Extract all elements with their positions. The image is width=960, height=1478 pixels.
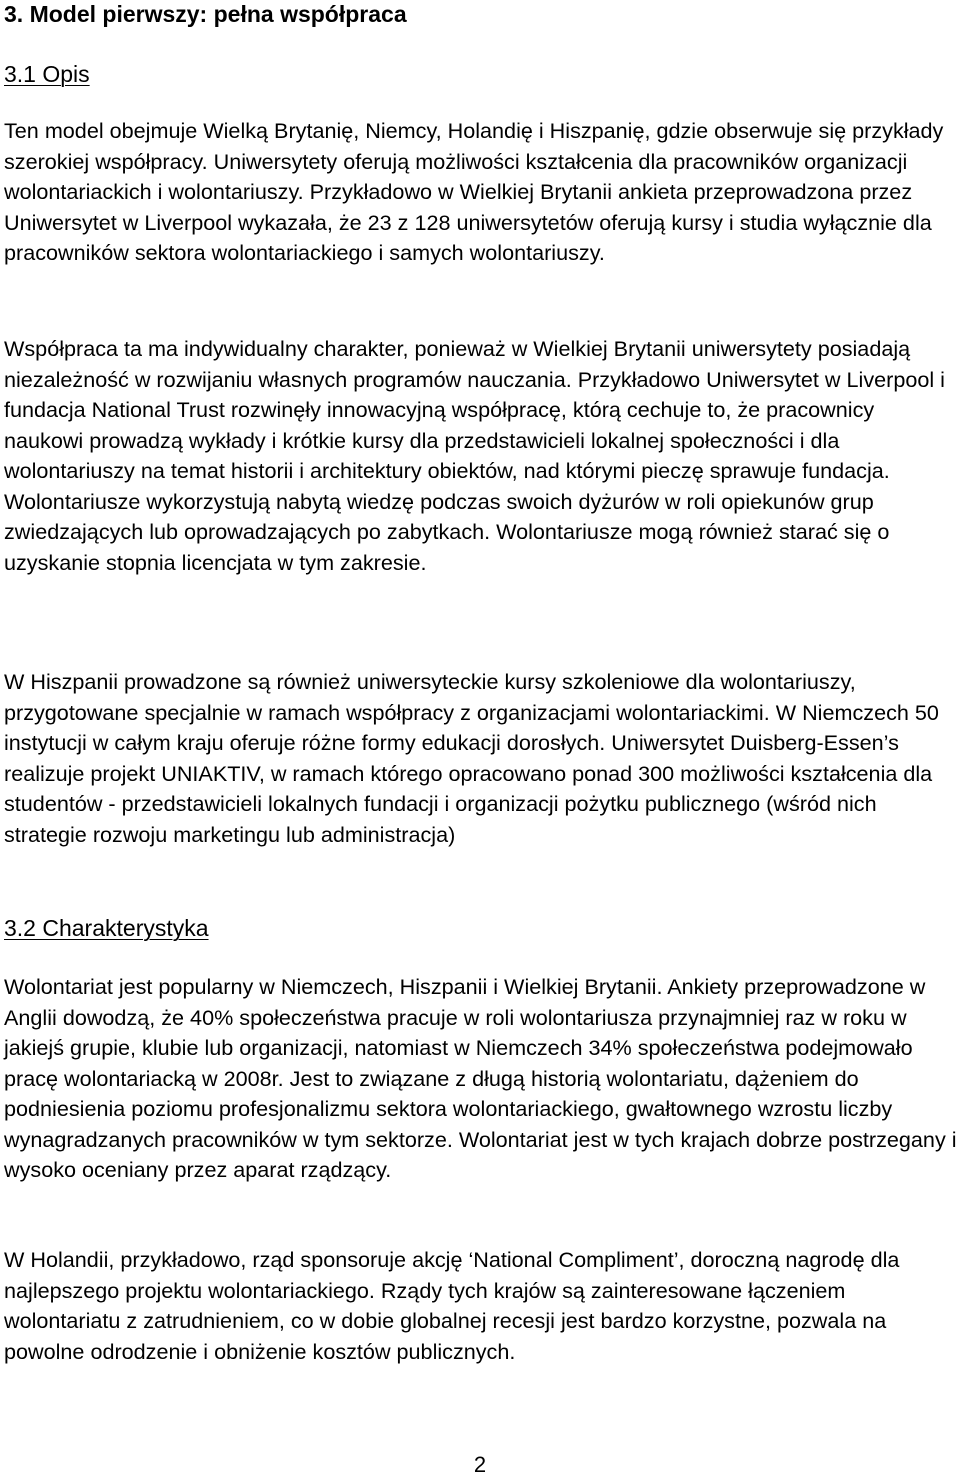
section-heading: 3. Model pierwszy: pełna współpraca bbox=[4, 1, 407, 27]
page-number: 2 bbox=[473, 1452, 487, 1477]
subsection-heading-charakterystyka bbox=[4, 914, 209, 942]
subsection-heading-charakterystyka-text: 3.2 Charakterystyka bbox=[4, 915, 209, 941]
subsection-heading-opis-text: 3.1 Opis bbox=[4, 61, 90, 87]
subsection-heading-opis bbox=[4, 60, 90, 88]
paragraph: Wolontariat jest popularny w Niemczech, Hiszpanii i Wielkiej Brytanii. Ankiety przeprowadzone w Anglii dowodzą, że 40% społeczeństwa pracuje w roli wolontariusza przynajmniej raz w roku w jakiejś grupie, klubie lub organizacji, natomiast w Niemczech 34% społeczeństwa podejmowało pracę wolontariacką w 2008r. Jest to związane z długą historią wolontariatu, dążeniem do podniesienia poziomu profesjonalizmu sektora wolontariackiego, gwałtownego wzrostu liczby wynagradzanych pracowników w tym sektorze. Wolontariat jest w tych krajach dobrze postrzegany i wysoko oceniany przez aparat rządzący. bbox=[4, 974, 957, 1182]
paragraph: W Hiszpanii prowadzone są również uniwersyteckie kursy szkoleniowe dla wolontariuszy, przygotowane specjalnie w ramach współpracy z organizacjami wolontariackimi. W Niemczech 50 instytucji w całym kraju oferuje różne formy edukacji dorosłych. Uniwersytet Duisberg-Essen’s realizuje projekt UNIAKTIV, w ramach którego opracowano ponad 300 możliwości kształcenia dla studentów - przedstawicieli lokalnych fundacji i organizacji pożytku publicznego (wśród nich strategie rozwoju marketingu lub administracja) bbox=[4, 669, 939, 847]
paragraph: Współpraca ta ma indywidualny charakter, ponieważ w Wielkiej Brytanii uniwersytety posiadają niezależność w rozwijaniu własnych programów nauczania. Przykładowo Uniwersytet w Liverpool i fundacja National Trust rozwinęły innowacyjną współpracę, którą cechuje to, że pracownicy naukowi prowadzą wykłady i krótkie kursy dla przedstawicieli lokalnej społeczności i dla wolontariuszy na temat historii i architektury obiektów, nad którymi pieczę sprawuje fundacja. Wolontariusze wykorzystują nabytą wiedzę podczas swoich dyżurów w roli opiekunów grup zwiedzających lub oprowadzających po zabytkach. Wolontariusze mogą również starać się o uzyskanie stopnia licencjata w tym zakresie. bbox=[4, 336, 945, 575]
paragraph: W Holandii, przykładowo, rząd sponsoruje akcję ‘National Compliment’, doroczną nagrodę dla najlepszego projektu wolontariackiego. Rządy tych krajów są zainteresowane łączeniem wolontariatu z zatrudnieniem, co w dobie globalnej recesji jest bardzo korzystne, pozwala na powolne odrodzenie i obniżenie kosztów publicznych. bbox=[4, 1247, 900, 1364]
paragraph: Ten model obejmuje Wielką Brytanię, Niemcy, Holandię i Hiszpanię, gdzie obserwuje się przykłady szerokiej współpracy. Uniwersytety oferują możliwości kształcenia dla pracowników organizacji wolontariackich i wolontariuszy. Przykładowo w Wielkiej Brytanii ankieta przeprowadzona przez Uniwersytet w Liverpool wykazała, że 23 z 128 uniwersytetów oferują kursy i studia wyłącznie dla pracowników sektora wolontariackiego i samych wolontariuszy. bbox=[4, 118, 944, 265]
